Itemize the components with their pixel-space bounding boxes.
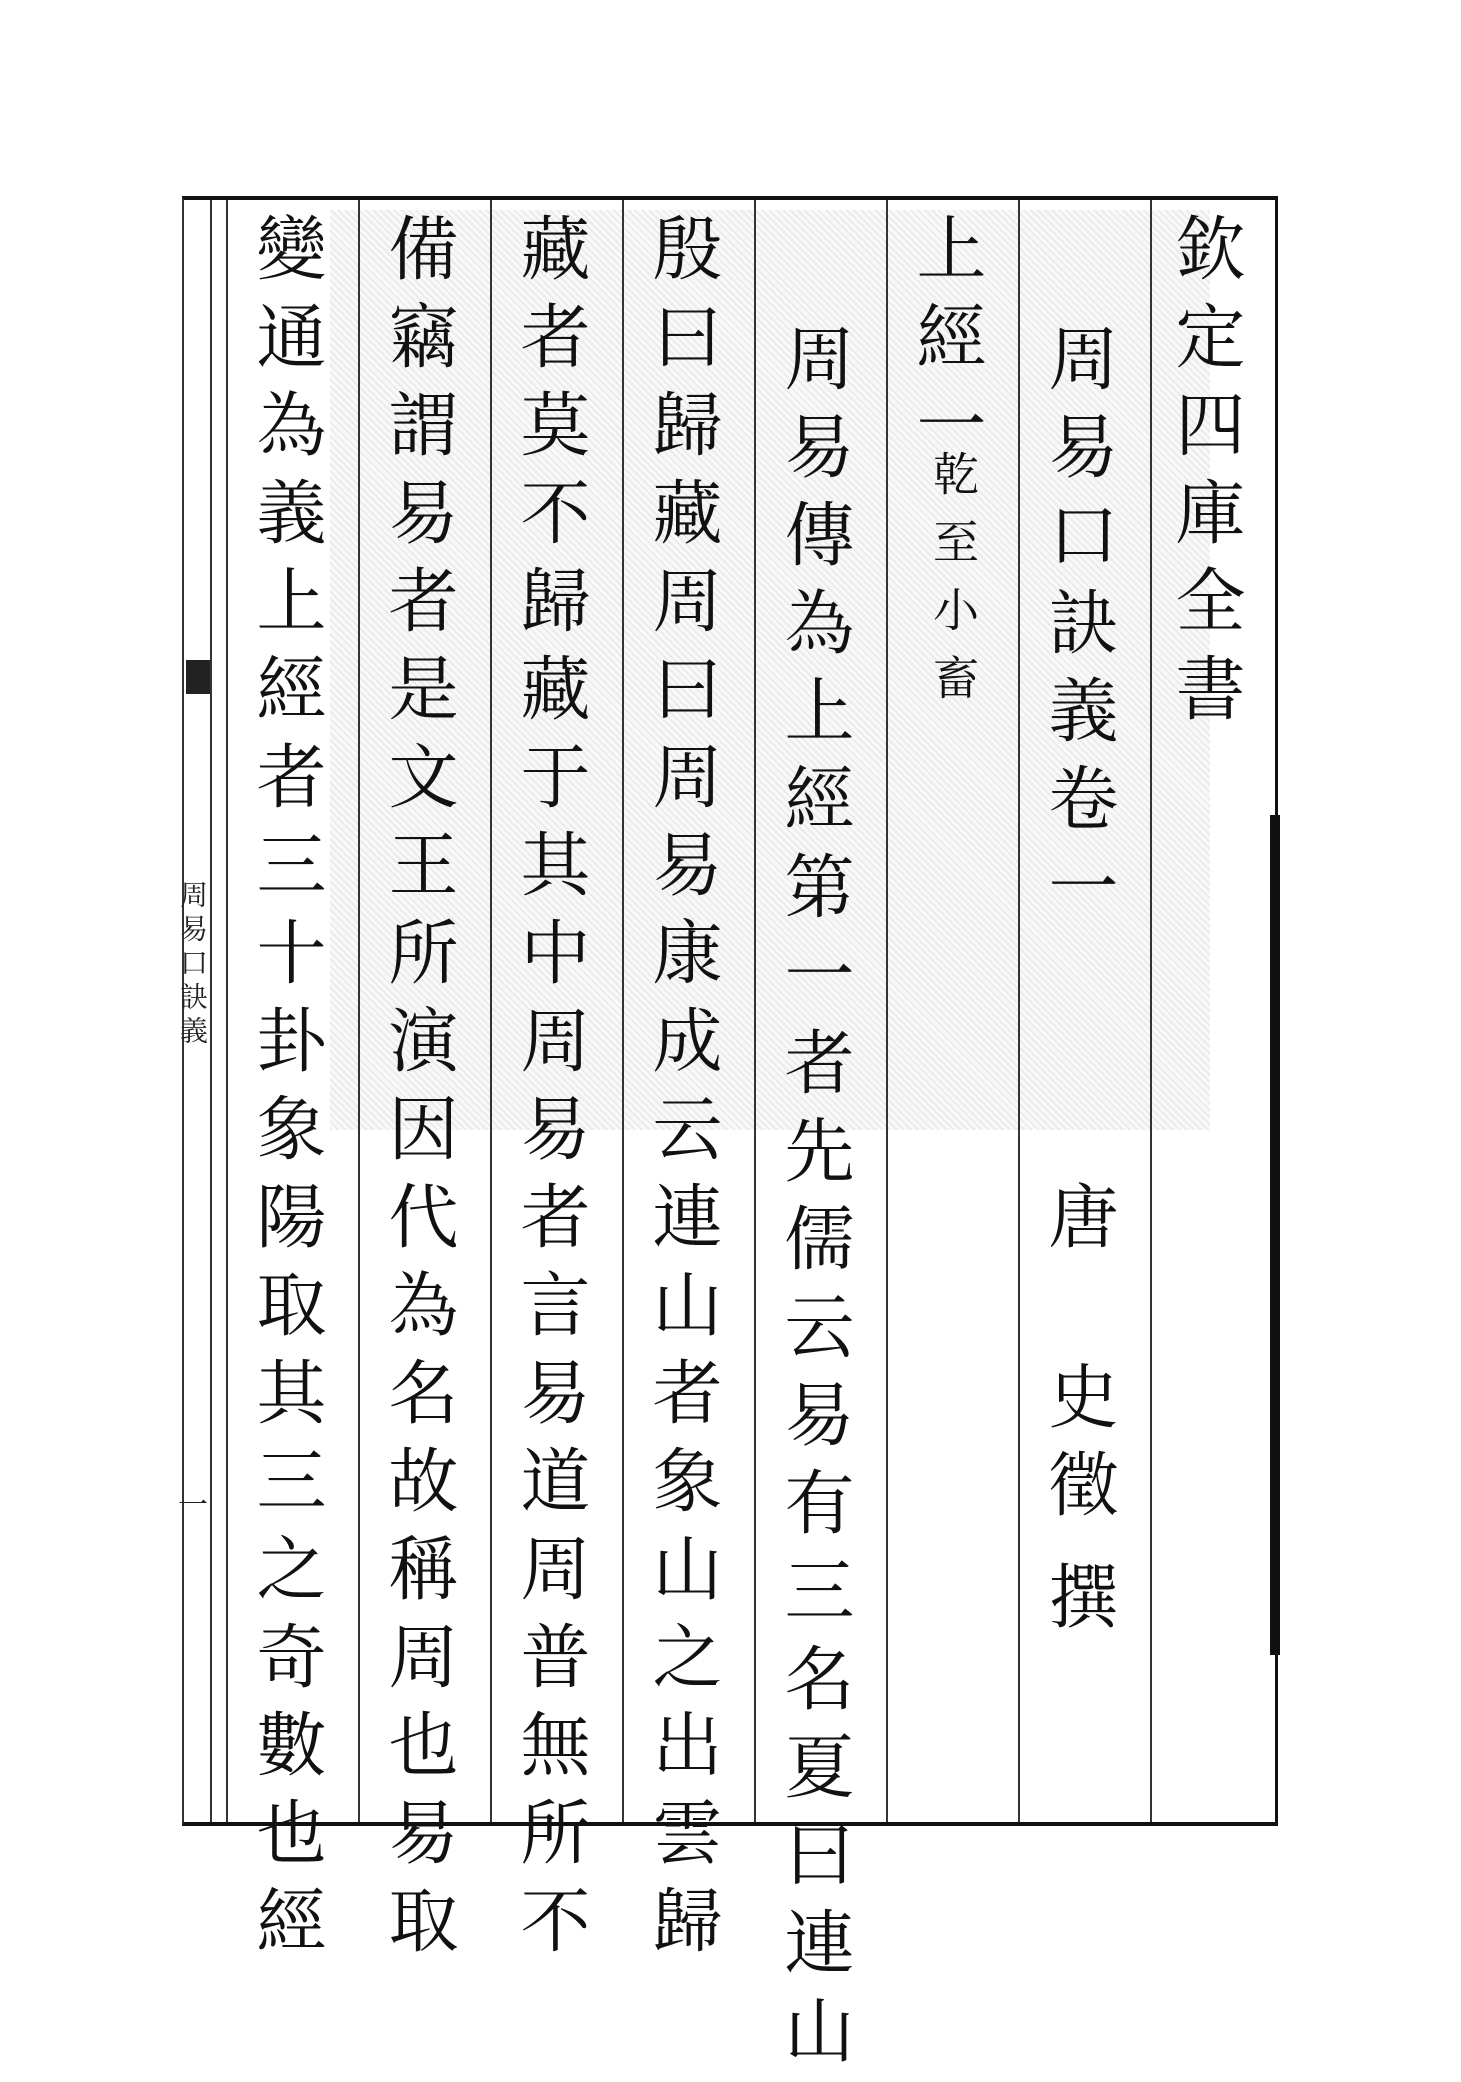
fold-mark [186, 660, 210, 694]
column-rule [1150, 200, 1152, 1822]
text-column-1: 周易傳為上經第一者先儒云易有三名夏曰連山 [773, 322, 855, 2082]
volume-title: 周易口訣義卷一 [1037, 322, 1119, 938]
right-edge-bar [1270, 815, 1280, 1655]
fold-book-title: 周易口訣義 [176, 880, 209, 1050]
author-name: 史徵 [1037, 1360, 1119, 1536]
column-rule [622, 200, 624, 1822]
fold-page-number: 一 [178, 1488, 208, 1523]
author-role: 撰 [1037, 1560, 1119, 1648]
author-dynasty: 唐 [1037, 1180, 1119, 1268]
text-column-2: 殷曰歸藏周曰周易康成云連山者象山之出雲歸 [641, 212, 723, 1972]
text-column-3: 藏者莫不歸藏于其中周易者言易道周普無所不 [509, 212, 591, 1972]
column-rule [490, 200, 492, 1822]
column-rule [1018, 200, 1020, 1822]
column-rule [358, 200, 360, 1822]
column-rule [886, 200, 888, 1822]
text-column-5: 變通為義上經者三十卦象陽取其三之奇數也經 [245, 212, 327, 1972]
section-heading: 上經一 [905, 212, 987, 476]
collection-title: 欽定四庫全書 [1164, 212, 1246, 740]
column-rule [754, 200, 756, 1822]
text-column-4: 備竊謂易者是文王所演因代為名故稱周也易取 [377, 212, 459, 1972]
section-note: 乾至小畜 [926, 450, 980, 722]
column-rule [226, 200, 228, 1822]
